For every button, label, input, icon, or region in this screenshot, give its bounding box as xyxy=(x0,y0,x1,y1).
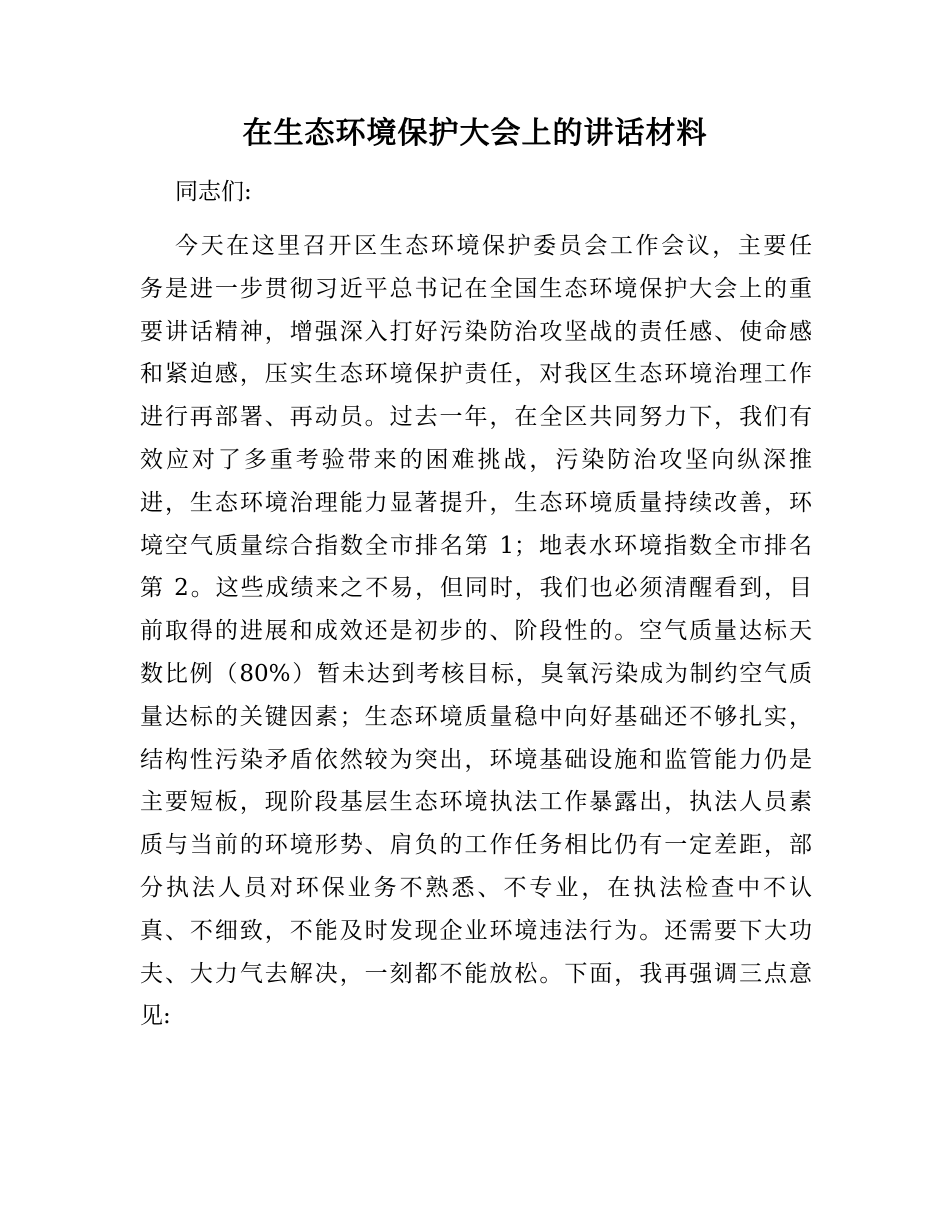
body-paragraph xyxy=(140,225,812,1038)
salutation: 同志们: xyxy=(175,179,252,205)
paragraph-line: 数比例（80%）暂未达到考核目标，臭氧污染成为制约空气质 xyxy=(140,660,812,687)
paragraph-line: 境空气质量综合指数全市排名第 1；地表水环境指数全市排名 xyxy=(140,532,812,559)
paragraph-line: 真、不细致，不能及时发现企业环境违法行为。还需要下大功 xyxy=(140,917,812,944)
paragraph-line: 进行再部署、再动员。过去一年，在全区共同努力下，我们有 xyxy=(140,404,812,431)
paragraph-line: 务是进一步贯彻习近平总书记在全国生态环境保护大会上的重 xyxy=(140,275,812,302)
paragraph-line: 分执法人员对环保业务不熟悉、不专业，在执法检查中不认 xyxy=(140,874,812,901)
paragraph-line: 前取得的进展和成效还是初步的、阶段性的。空气质量达标天 xyxy=(140,618,812,645)
paragraph-line: 进，生态环境治理能力显著提升，生态环境质量持续改善，环 xyxy=(140,489,812,516)
paragraph-line: 夫、大力气去解决，一刻都不能放松。下面，我再强调三点意 xyxy=(140,960,812,987)
paragraph-line: 见: xyxy=(140,1003,171,1030)
document-title: 在生态环境保护大会上的讲话材料 xyxy=(242,116,708,151)
paragraph-line: 质与当前的环境形势、肩负的工作任务相比仍有一定差距，部 xyxy=(140,832,812,859)
paragraph-line: 主要短板，现阶段基层生态环境执法工作暴露出，执法人员素 xyxy=(140,789,812,816)
paragraph-line: 结构性污染矛盾依然较为突出，环境基础设施和监管能力仍是 xyxy=(140,746,812,773)
paragraph-line: 量达标的关键因素；生态环境质量稳中向好基础还不够扎实， xyxy=(140,703,812,730)
paragraph-line: 和紧迫感，压实生态环境保护责任，对我区生态环境治理工作 xyxy=(140,361,812,388)
paragraph-line: 今天在这里召开区生态环境保护委员会工作会议，主要任 xyxy=(175,233,812,259)
paragraph-line: 第 2。这些成绩来之不易，但同时，我们也必须清醒看到，目 xyxy=(140,575,812,602)
paragraph-line: 效应对了多重考验带来的困难挑战，污染防治攻坚向纵深推 xyxy=(140,446,812,473)
paragraph-line: 要讲话精神，增强深入打好污染防治攻坚战的责任感、使命感 xyxy=(140,318,812,345)
